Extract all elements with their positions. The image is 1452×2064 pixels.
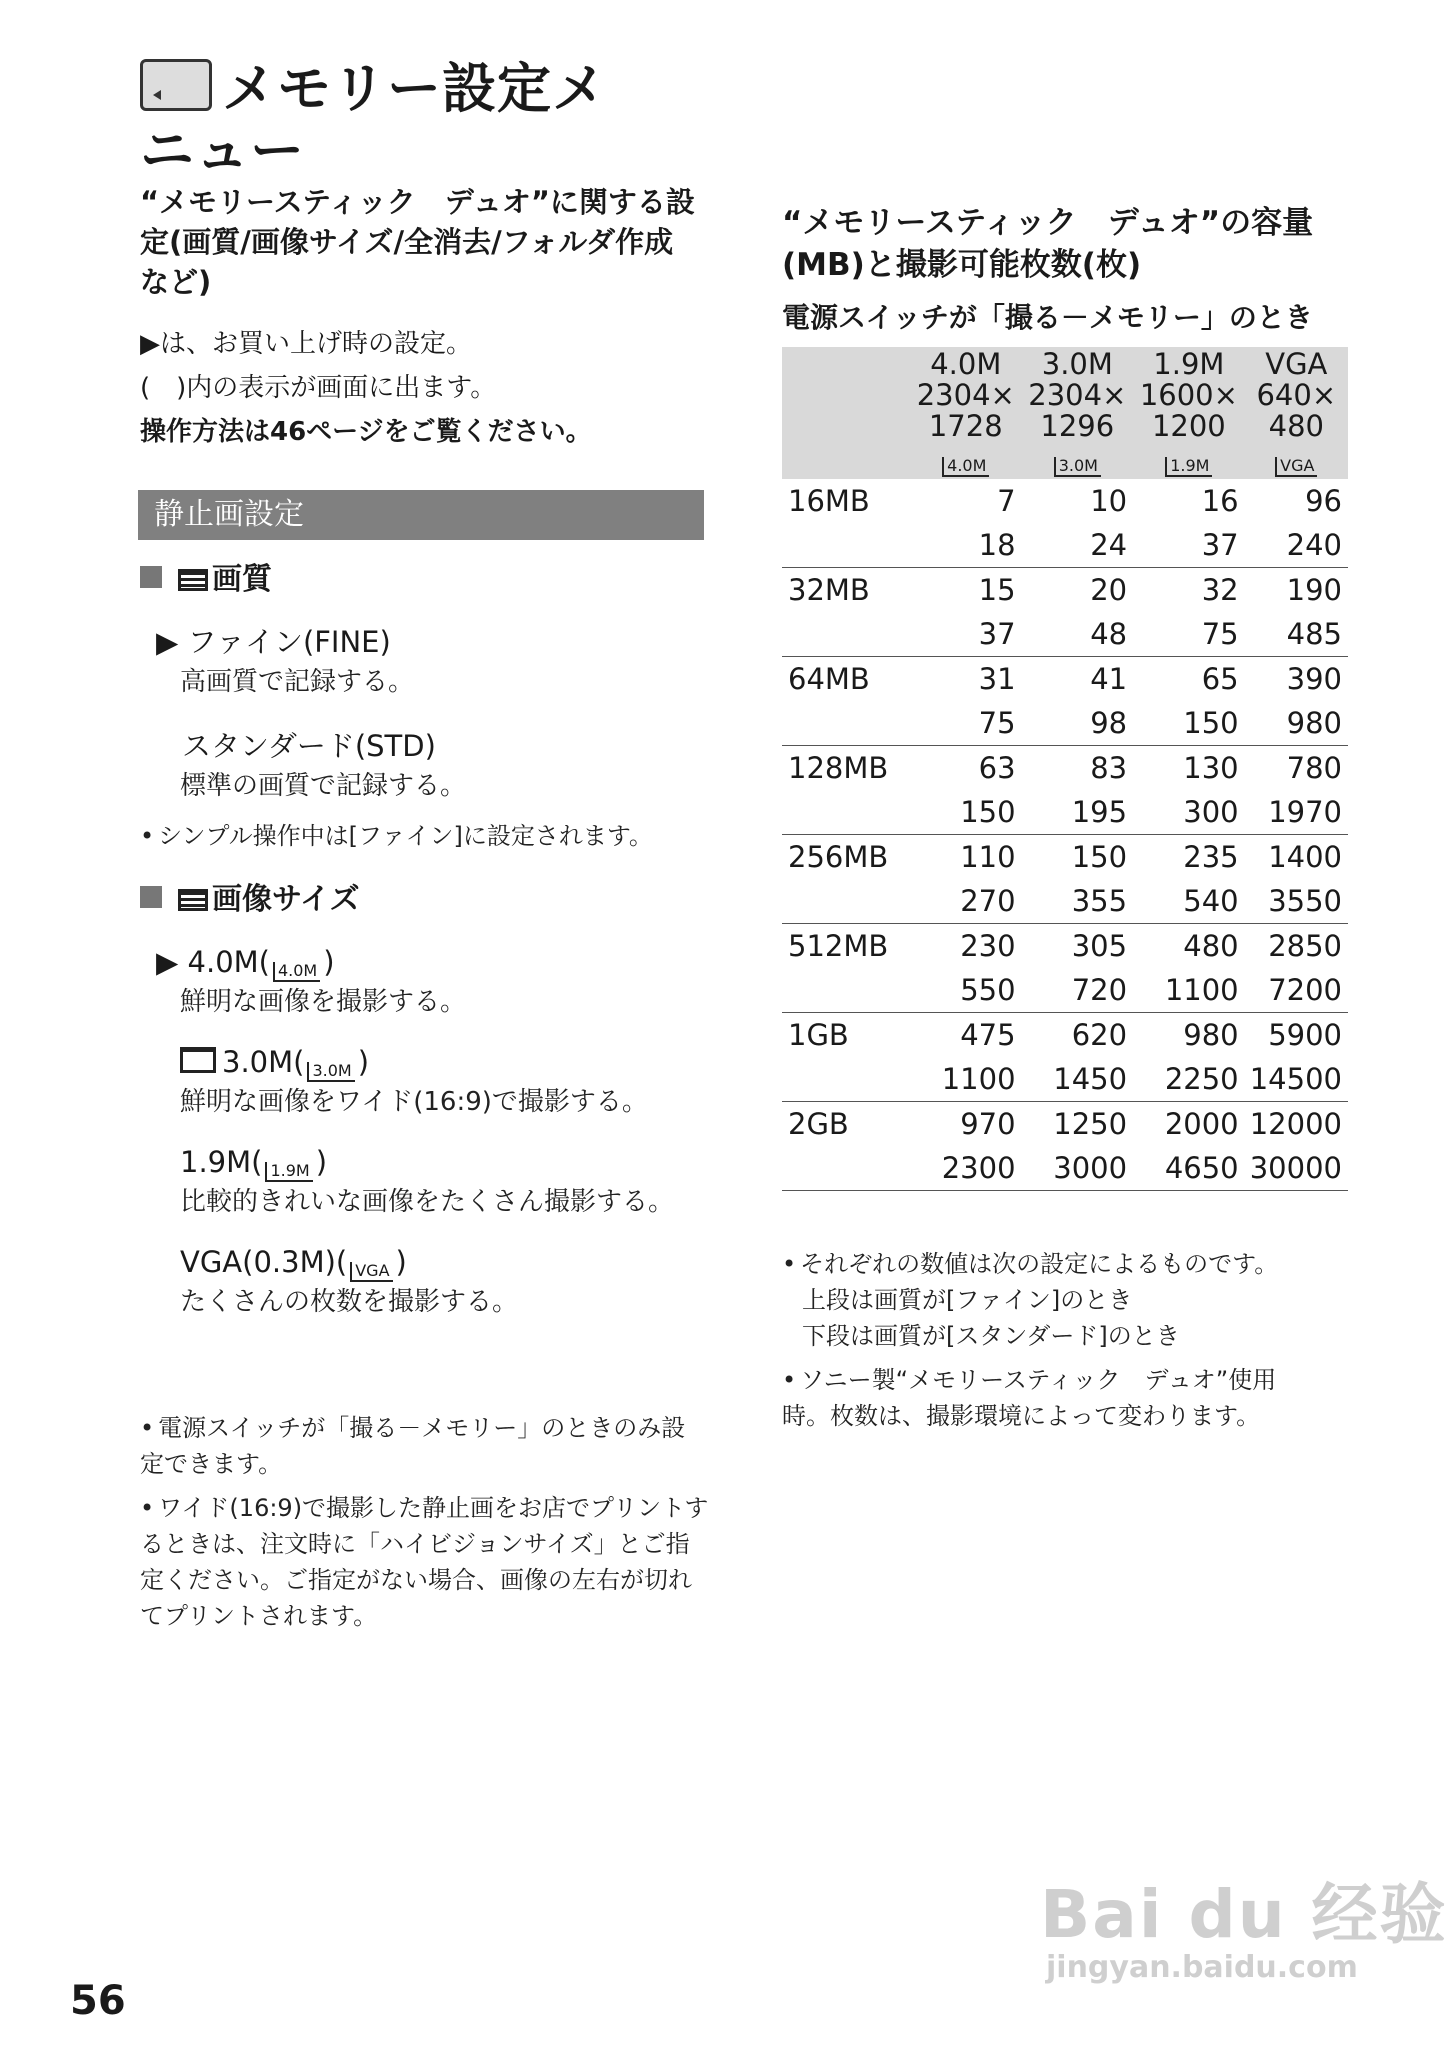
- table-row: 75 98 150 980: [782, 701, 1348, 746]
- row-group-2gb: [782, 1102, 1348, 1191]
- size-3m-icon: 3.0M: [307, 1062, 354, 1082]
- page-title: [140, 58, 607, 182]
- size-option-3m-desc: 鮮明な画像をワイド(16:9)で撮影する。: [180, 1087, 648, 1117]
- table-row: 1GB 475 620 980 5900: [788, 1018, 1342, 1052]
- table-header-row: [782, 347, 1348, 479]
- size-4m-icon: 4.0M: [273, 962, 320, 982]
- intro-notes: [140, 322, 720, 454]
- row-group-256mb: [782, 835, 1348, 924]
- size-option-4m-desc: 鮮明な画像を撮影する。: [180, 987, 467, 1017]
- column-header: VGA 640× 480 VGA: [1256, 347, 1337, 475]
- size-1-9m-icon: 1.9M: [265, 1162, 312, 1182]
- table-row: 550 720 1100 7200: [782, 968, 1348, 1013]
- column-header: 3.0M 2304× 1296 3.0M: [1028, 347, 1127, 475]
- size-note-2: • ワイド(16:9)で撮影した静止画をお店でプリントするときは、注文時に「ハイビジョンサイズ」とご指定ください。ご指定がない場合、画像の左右が切れてプリントされます。: [140, 1490, 710, 1634]
- table-row: 256MB 110 150 235 1400: [788, 840, 1342, 874]
- table-row: 2300 3000 4650 30000: [782, 1146, 1348, 1191]
- table-row: 1100 1450 2250 14500: [782, 1057, 1348, 1102]
- square-bullet-icon: [140, 566, 162, 588]
- baidu-watermark: [1040, 1876, 1448, 1986]
- quality-option-fine-desc: 高画質で記録する。: [180, 667, 415, 697]
- table-note-2: • ソニー製“メモリースティック デュオ”使用時。枚数は、撮影環境によって変わります。: [782, 1362, 1322, 1434]
- row-group-1gb: [782, 1013, 1348, 1102]
- quality-option-std: スタンダード(STD): [182, 729, 436, 763]
- size-3m-icon: 3.0M: [1054, 457, 1101, 477]
- menu-icon: [178, 889, 208, 911]
- title-line-2: ニュー: [140, 119, 305, 182]
- size-1-9m-icon: 1.9M: [1165, 457, 1212, 477]
- table-row: 32MB 15 20 32 190: [788, 573, 1342, 607]
- table-row: 150 195 300 1970: [782, 790, 1348, 835]
- size-4m-icon: 4.0M: [942, 457, 989, 477]
- menu-icon: [178, 569, 208, 591]
- table-subtitle: 電源スイッチが「撮る－メモリー」のとき: [782, 301, 1313, 334]
- operation-note: 操作方法は46ページをご覧ください。: [140, 417, 592, 447]
- size-option-vga-desc: たくさんの枚数を撮影する。: [180, 1287, 519, 1317]
- table-row: 18 24 37 240: [782, 523, 1348, 568]
- quality-option-std-desc: 標準の画質で記録する。: [180, 771, 467, 801]
- paren-note: ( )内の表示が画面に出ます。: [140, 373, 497, 403]
- table-row: 64MB 31 41 65 390: [788, 662, 1342, 696]
- wide-icon: [180, 1047, 216, 1073]
- size-option-4m: ▶ 4.0M( 4.0M ): [156, 945, 335, 980]
- column-header: 1.9M 1600× 1200 1.9M: [1139, 347, 1238, 475]
- quality-options: [156, 622, 716, 806]
- capacity-heading: “メモリースティック デュオ”の容量(MB)と撮影可能枚数(枚): [782, 205, 1314, 283]
- size-option-3m: 3.0M( 3.0M ): [180, 1042, 716, 1082]
- size-vga-icon: VGA: [1275, 457, 1317, 477]
- size-note-1: • 電源スイッチが「撮る－メモリー」のときのみ設定できます。: [140, 1410, 700, 1482]
- default-setting-note: ▶は、お買い上げ時の設定。: [140, 329, 472, 359]
- watermark-logo: Bai du 经验: [1040, 1876, 1448, 1953]
- quality-note: • シンプル操作中は[ファイン]に設定されます。: [140, 818, 740, 854]
- size-heading: 画像サイズ: [140, 880, 360, 920]
- table-row: 270 355 540 3550: [782, 879, 1348, 924]
- table-row: 37 48 75 485: [782, 612, 1348, 657]
- watermark-url: jingyan.baidu.com: [1046, 1950, 1358, 1985]
- table-row: 128MB 63 83 130 780: [788, 751, 1342, 785]
- size-option-vga: VGA(0.3M)( VGA ): [180, 1245, 407, 1280]
- row-group-128mb: [782, 746, 1348, 835]
- section-header: 静止画設定: [138, 490, 704, 540]
- table-row: 512MB 230 305 480 2850: [788, 929, 1342, 963]
- row-group-16mb: [782, 479, 1348, 568]
- size-options: [156, 942, 716, 1322]
- column-header: 4.0M 2304× 1728 4.0M: [916, 347, 1015, 475]
- lead-text: “メモリースティック デュオ”に関する設定(画質/画像サイズ/全消去/フォルダ作成など): [140, 185, 695, 299]
- square-bullet-icon: [140, 886, 162, 908]
- quality-option-fine: ▶ ファイン(FINE): [156, 625, 391, 659]
- quality-heading: 画質: [140, 560, 272, 600]
- capacity-table: [782, 347, 1348, 1191]
- page-number: 56: [70, 1978, 126, 2024]
- memory-card-icon: [140, 59, 212, 111]
- size-option-1-9m: 1.9M( 1.9M ): [180, 1145, 328, 1180]
- size-vga-icon: VGA: [350, 1262, 392, 1282]
- row-group-32mb: [782, 568, 1348, 657]
- table-note-1: • それぞれの数値は次の設定によるものです。 上段は画質が[ファイン]のとき 下段は画質が[スタンダード]のとき: [782, 1246, 1342, 1354]
- row-group-64mb: [782, 657, 1348, 746]
- table-row: 2GB 970 1250 2000 12000: [788, 1107, 1342, 1141]
- row-group-512mb: [782, 924, 1348, 1013]
- title-line-1: メモリー設定メ: [222, 57, 607, 120]
- table-row: 16MB 7 10 16 96: [788, 484, 1342, 518]
- size-option-1-9m-desc: 比較的きれいな画像をたくさん撮影する。: [180, 1187, 675, 1217]
